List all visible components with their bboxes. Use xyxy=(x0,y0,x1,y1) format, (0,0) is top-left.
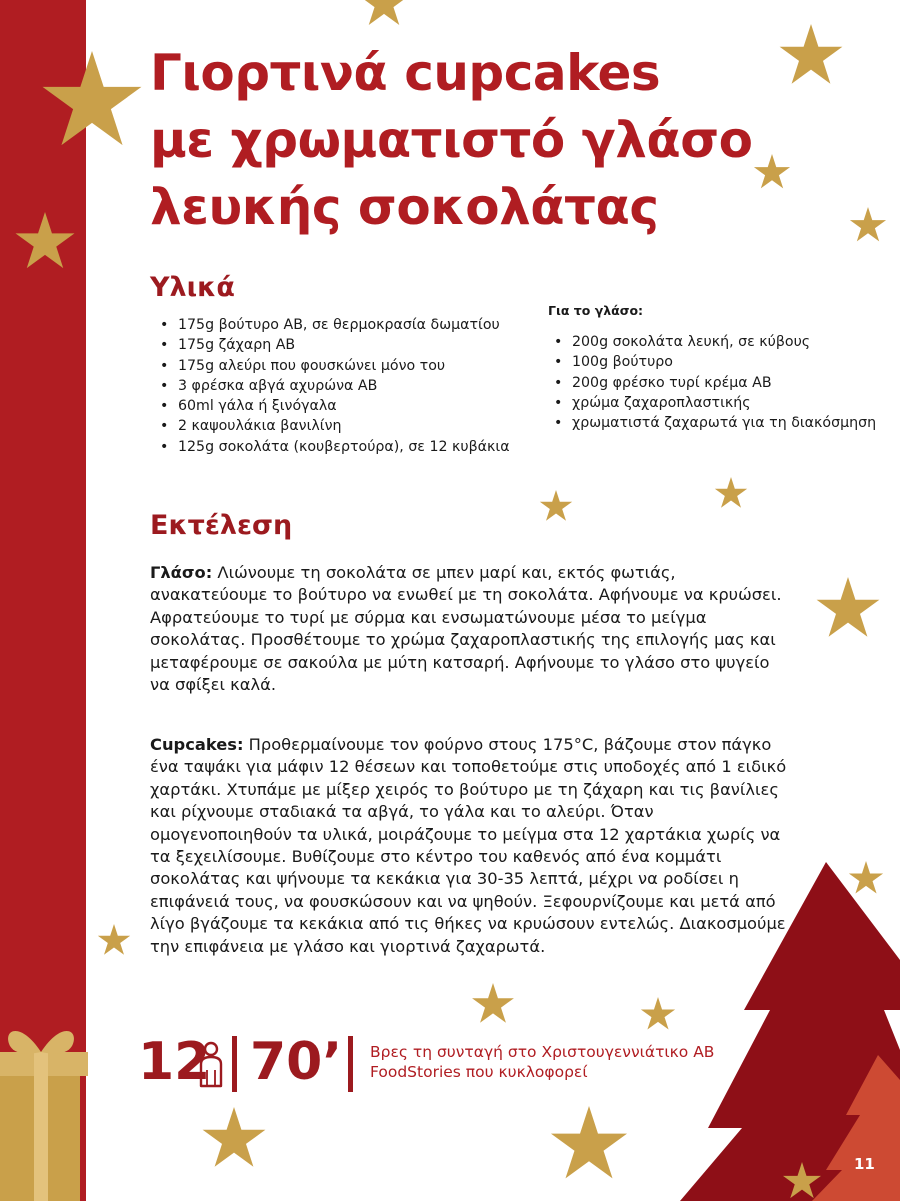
star-icon xyxy=(43,51,142,145)
title-line: με χρωματιστό γλάσο xyxy=(150,111,753,169)
title-line: Γιορτινά cupcakes xyxy=(150,44,661,102)
star-icon xyxy=(98,924,130,955)
recipe-title xyxy=(150,40,890,241)
star-icon xyxy=(540,490,572,521)
cupcakes-instructions xyxy=(150,734,790,958)
list-item: • 2 καψουλάκια βανιλίνη xyxy=(178,416,510,436)
star-icon xyxy=(472,983,514,1023)
star-icon xyxy=(715,477,747,508)
person-icon xyxy=(198,1040,224,1088)
list-item: • χρώμα ζαχαροπλαστικής xyxy=(572,393,876,413)
list-item: • 175g αλεύρι που φουσκώνει μόνο του xyxy=(178,356,510,376)
star-icon xyxy=(551,1106,627,1178)
list-item: • 200g σοκολάτα λευκή, σε κύβους xyxy=(572,332,876,352)
glaze-text: Λιώνουμε τη σοκολάτα σε μπεν μαρί και, εκτός φωτιάς, ανακατεύουμε το βούτυρο να ενωθεί με τη σοκολάτα. Αφήνουμε να κρυώσει. Αφρατεύουμε το τυρί με σύρμα και ενσωματώνουμε μέσα το μείγμα σοκολάτας. Προσθέτουμε το χρώμα ζαχαροπλαστικής της επιλογής μας και μεταφέρουμε σε σακούλα με μύτη κατσαρή. Αφήνουμε το γλάσο στο ψυγείο να σφίξει καλά. xyxy=(150,563,782,695)
gift-box-icon xyxy=(0,1031,88,1201)
star-icon xyxy=(359,0,408,25)
star-icon xyxy=(16,212,75,268)
glaze-instructions xyxy=(150,562,790,696)
glaze-label: Γλάσο: xyxy=(150,563,213,582)
star-icon xyxy=(203,1107,266,1167)
glaze-ingredients-heading: Για το γλάσο: xyxy=(548,303,644,318)
ingredients-list xyxy=(158,315,510,457)
glaze-ingredients-list xyxy=(552,332,876,433)
cupcakes-label: Cupcakes: xyxy=(150,735,244,754)
list-item: • χρωματιστά ζαχαρωτά για τη διακόσμηση xyxy=(572,413,876,433)
list-item: • 175g βούτυρο ΑΒ, σε θερμοκρασία δωματίου xyxy=(178,315,510,335)
divider xyxy=(232,1036,237,1092)
cupcakes-text: Προθερμαίνουμε τον φούρνο στους 175°C, βάζουμε στον πάγκο ένα ταψάκι για μάφιν 12 θέσεων και τοποθετούμε στις υποδοχές από 1 ειδικό χαρτάκι. Χτυπάμε με μίξερ χειρός το βούτυρο με τη ζάχαρη και τις βανίλιες και ρίχνουμε σταδιακά τα αβγά, το γάλα και το αλεύρι. Όταν ομογενοποιηθούν τα υλικά, μοιράζουμε το μείγμα στα 12 χαρτάκια χωρίς να τα ξεχειλίσουμε. Βυθίζουμε στο κέντρο του καθενός από ένα κομμάτι σοκολάτας και ψήνουμε τα κεκάκια για 30-35 λεπτά, μέχρι να ροδίσει η επιφάνειά τους, να φουσκώσουν και να ψηθούν. Ξεφουρνίζουμε και μετά από λίγο βγάζουμε τα κεκάκια από τις θήκες να κρυώσουν εντελώς. Διακοσμούμε την επιφάνεια με γλάσο και γιορτινά ζαχαρωτά. xyxy=(150,735,787,956)
ingredients-heading: Υλικά xyxy=(150,272,235,303)
promo-text: Βρες τη συνταγή στο Χριστουγεννιάτικο AB FoodStories που κυκλοφορεί xyxy=(370,1043,715,1081)
servings-count: 12 xyxy=(138,1032,211,1092)
list-item: • 3 φρέσκα αβγά αχυρώνα ΑΒ xyxy=(178,376,510,396)
method-heading: Εκτέλεση xyxy=(150,510,293,541)
list-item: • 60ml γάλα ή ξινόγαλα xyxy=(178,396,510,416)
divider xyxy=(348,1036,353,1092)
star-icon xyxy=(817,577,880,637)
list-item: • 175g ζάχαρη ΑΒ xyxy=(178,335,510,355)
star-icon xyxy=(641,997,675,1030)
cooking-time: 70’ xyxy=(250,1032,343,1092)
star-icon xyxy=(849,861,883,894)
title-line: λευκής σοκολάτας xyxy=(150,178,659,236)
page-number: 11 xyxy=(854,1155,875,1173)
list-item: • 200g φρέσκο τυρί κρέμα ΑΒ xyxy=(572,373,876,393)
list-item: • 100g βούτυρο xyxy=(572,352,876,372)
list-item: • 125g σοκολάτα (κουβερτούρα), σε 12 κυβάκια xyxy=(178,437,510,457)
